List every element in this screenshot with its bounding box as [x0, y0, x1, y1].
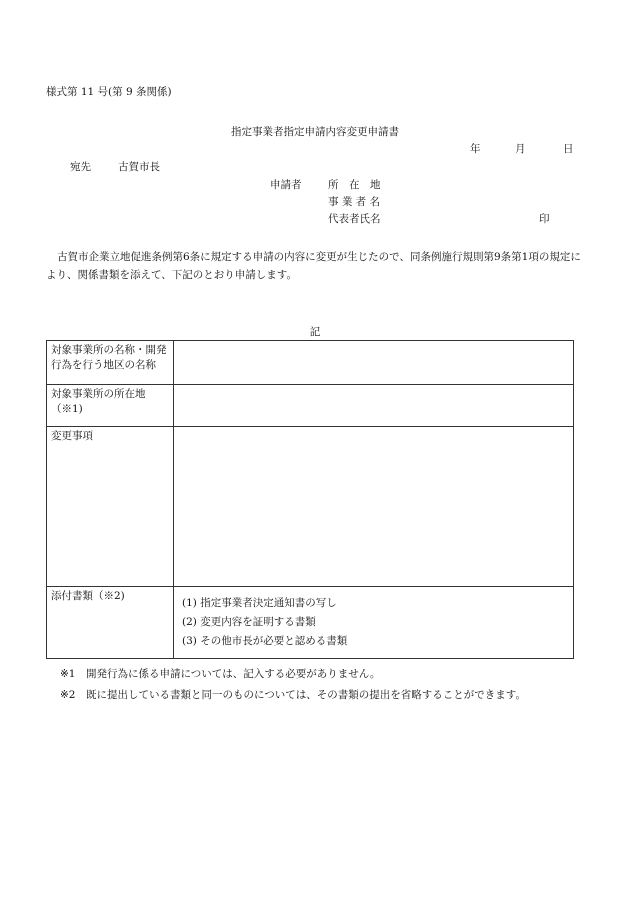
- attachments-list: [174, 587, 574, 659]
- facility-location-field[interactable]: [174, 385, 574, 427]
- attachments-label: 添付書類（※2): [47, 587, 174, 659]
- application-statement: 古賀市企業立地促進条例第6条に規定する申請の内容に変更が生じたので、同条例施行規則第9条第1項の規定により、関係書類を添えて、下記のとおり申請します。: [46, 251, 581, 281]
- addressee-prefix: 宛先: [70, 161, 91, 173]
- date-month-label: 月: [515, 143, 526, 155]
- table-row: [47, 587, 574, 659]
- attachment-item: (2) 変更内容を証明する書類: [182, 616, 316, 628]
- footnote-mark: ※2: [60, 689, 76, 701]
- ki-heading: 記: [309, 326, 321, 338]
- footnotes: [60, 664, 526, 706]
- facility-name-label: 対象事業所の名称・開発行為を行う地区の名称: [47, 341, 174, 385]
- document-title: 指定事業者指定申請内容変更申請書: [231, 126, 399, 138]
- table-row: [47, 427, 574, 587]
- applicant-label: 申請者: [270, 179, 302, 191]
- attachment-item: (3) その他市長が必要と認める書類: [182, 635, 348, 647]
- business-name-field-label: 事 業 者 名: [328, 196, 381, 208]
- change-items-field[interactable]: [174, 427, 574, 587]
- attachment-item: (1) 指定事業者決定通知書の写し: [182, 597, 337, 609]
- facility-location-label: 対象事業所の所在地（※1): [47, 385, 174, 427]
- footnote: [60, 664, 526, 685]
- date-day-label: 日: [563, 143, 574, 155]
- representative-name-field-label: 代表者氏名: [328, 213, 381, 225]
- form-number: 様式第 11 号(第 9 条関係): [46, 86, 172, 98]
- footnote-text: 既に提出している書類と同一のものについては、その書類の提出を省略することができます。: [86, 689, 526, 701]
- address-field-label: 所 在 地: [328, 179, 381, 191]
- table-row: [47, 385, 574, 427]
- table-row: [47, 341, 574, 385]
- seal-mark: 印: [539, 213, 550, 225]
- footnote: [60, 685, 526, 706]
- addressee-name: 古賀市長: [118, 161, 160, 173]
- application-table: [46, 340, 574, 659]
- date-year-label: 年: [470, 143, 481, 155]
- facility-name-field[interactable]: [174, 341, 574, 385]
- change-items-label: 変更事項: [47, 427, 174, 587]
- footnote-mark: ※1: [60, 668, 76, 680]
- footnote-text: 開発行為に係る申請については、記入する必要がありません。: [86, 668, 381, 680]
